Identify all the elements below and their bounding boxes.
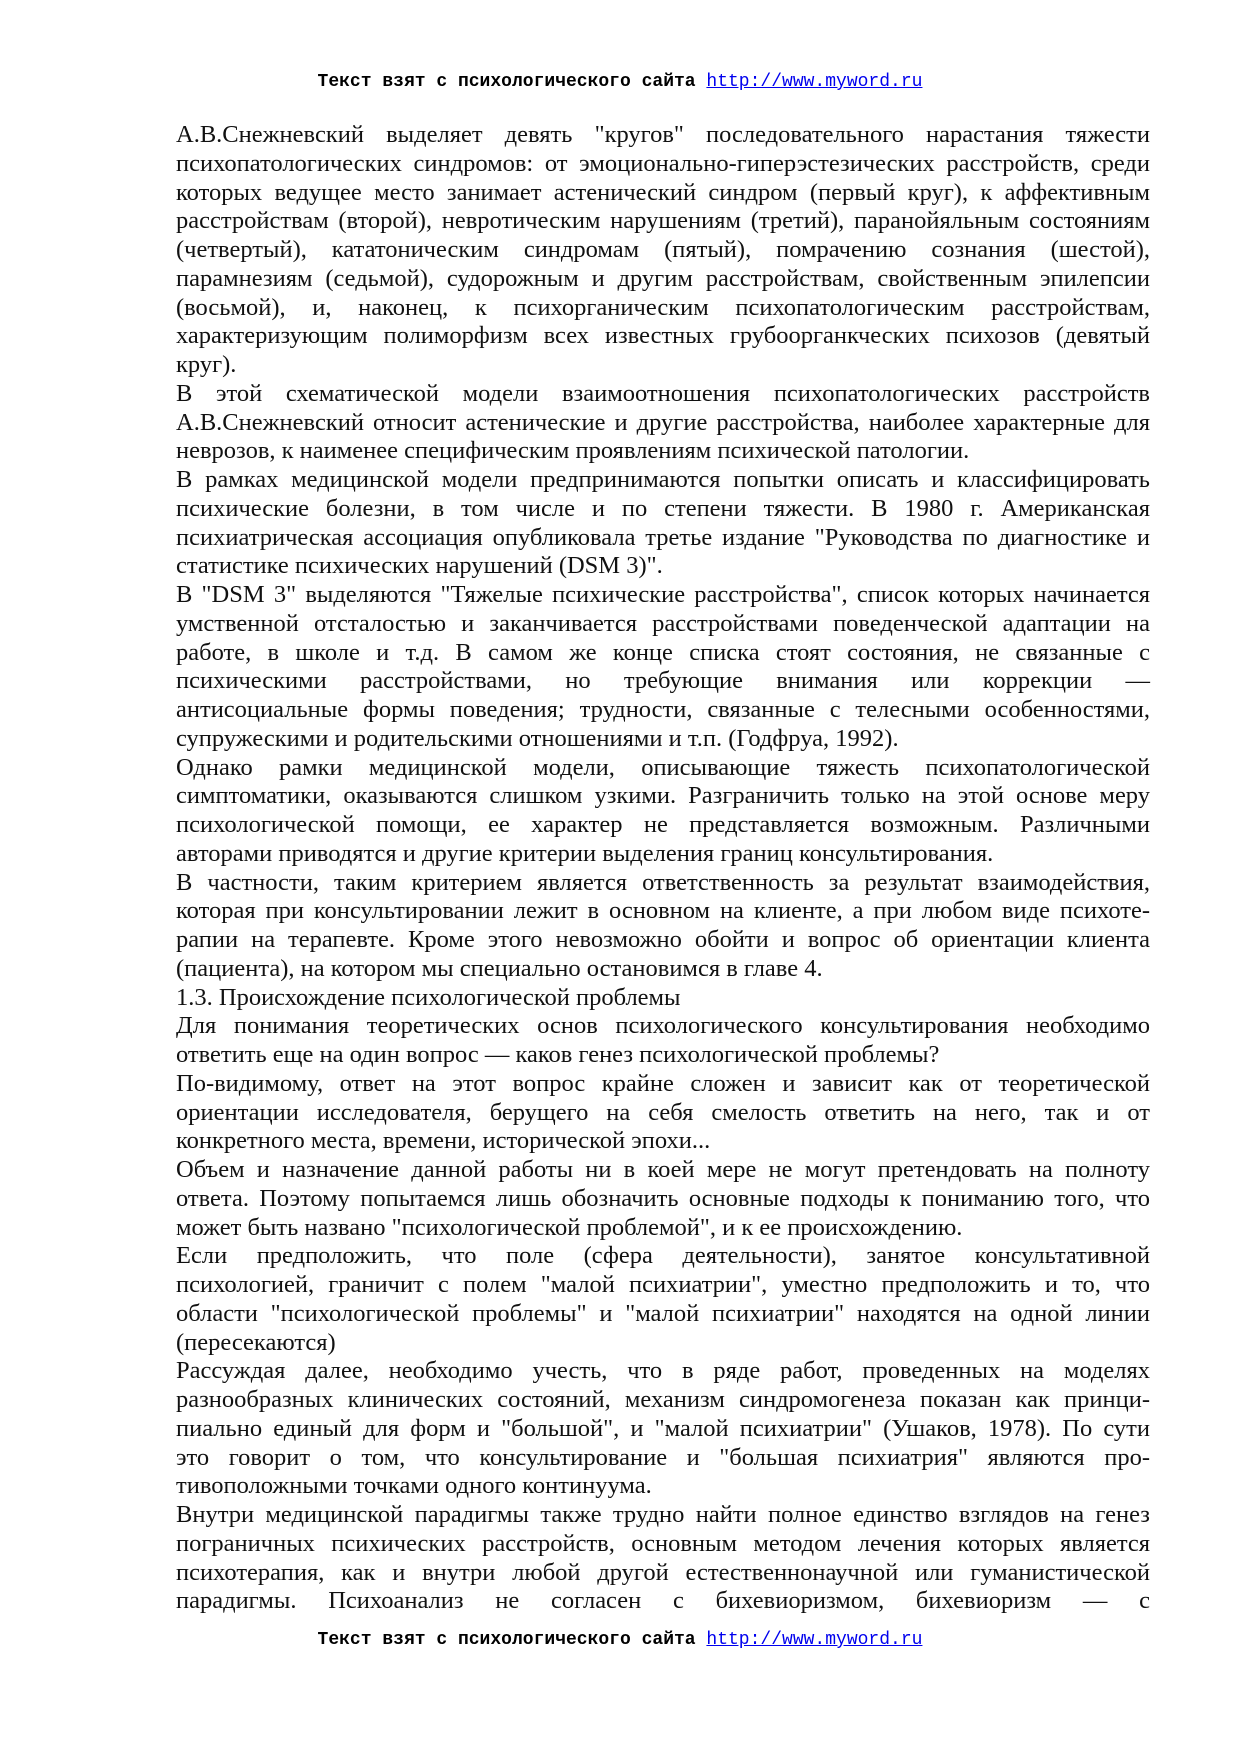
text-line: которых ведущее место занимает астенический синдром (первый круг), к аффективным xyxy=(176,178,1150,206)
text-line: может быть названо "психологической проблемой", и к ее происхождению. xyxy=(176,1213,963,1241)
paragraph xyxy=(176,1012,1150,1070)
text-line: психотерапия, как и внутри любой другой естественнонаучной или гуманистической xyxy=(176,1558,1150,1586)
text-line: пиально единый для форм и "большой", и "малой психиатрии" (Ушаков, 1978). По сути xyxy=(176,1414,1150,1442)
paragraph xyxy=(176,1242,1150,1357)
text-line: психологической помощи, ее характер не представляется возможным. Различными xyxy=(176,811,1150,838)
text-line: симптоматики, оказываются слишком узкими. Разграничить только на этой основе меру xyxy=(176,782,1150,810)
paragraph xyxy=(176,1357,1150,1501)
paragraph xyxy=(176,466,1150,581)
text-line: характеризующим полиморфизм всех известных грубоорганкческих психозов (девятый xyxy=(176,322,1150,350)
text-line: статистике психических нарушений (DSM 3)". xyxy=(176,552,663,580)
text-line: парамнезиям (седьмой), судорожным и другим расстройствам, свойственным эпилепсии xyxy=(176,264,1150,292)
text-line: В частности, таким критерием является ответственность за результат взаимодействия, xyxy=(176,868,1150,896)
header-text: Текст взят с психологического сайта xyxy=(317,72,696,92)
text-line: круг). xyxy=(176,351,237,378)
text-line: супружескими и родительскими отношениями и т.п. (Годфруа, 1992). xyxy=(176,724,899,752)
text-line: парадигмы. Психоанализ не согласен с бихевиоризмом, бихевиоризм — с xyxy=(176,1587,1150,1615)
paragraph xyxy=(176,869,1150,984)
text-line: психиатрическая ассоциация опубликовала третье издание "Руководства по диагностике и xyxy=(176,523,1150,551)
text-line: психопатологических синдромов: от эмоционально-гиперэстезических расстройств, среди xyxy=(176,149,1150,177)
paragraph xyxy=(176,1070,1150,1156)
text-line: В "DSM 3" выделяются "Тяжелые психические расстройства", список которых начинается xyxy=(176,581,1150,608)
section-heading xyxy=(176,984,1150,1013)
text-line: неврозов, к наименее специфическим проявлениям психической патологии. xyxy=(176,437,970,465)
text-line: (восьмой), и, наконец, к психорганическим психопатологическим расстройствам, xyxy=(176,293,1150,321)
text-line: Однако рамки медицинской модели, описывающие тяжесть психопатологической xyxy=(176,753,1150,781)
text-line: Внутри медицинской парадигмы также трудно найти полное единство взглядов на генез xyxy=(176,1501,1150,1528)
text-line: В этой схематической модели взаимоотношения психопатологических расстройств xyxy=(176,379,1150,407)
text-line: разнообразных клинических состояний, механизм синдромогенеза показан как принци- xyxy=(176,1386,1150,1413)
paragraph xyxy=(176,754,1150,869)
text-line: По-видимому, ответ на этот вопрос крайне сложен и зависит как от теоретической xyxy=(176,1069,1150,1097)
text-line: ответа. Поэтому попытаемся лишь обозначить основные подходы к пониманию того, что xyxy=(176,1184,1150,1212)
text-line: области "психологической проблемы" и "малой психиатрии" находятся на одной линии xyxy=(176,1299,1150,1327)
text-line: 1.3. Происхождение психологической проблемы xyxy=(176,983,681,1011)
header-link[interactable]: http://www.myword.ru xyxy=(706,72,923,92)
text-line: умственной отсталостью и заканчивается расстройствами поведенческой адаптации на xyxy=(176,609,1150,637)
text-line: психические болезни, в том числе и по степени тяжести. В 1980 г. Американская xyxy=(176,494,1150,522)
text-line: А.В.Снежневский относит астенические и другие расстройства, наиболее характерные для xyxy=(176,408,1150,436)
page-footer xyxy=(0,1630,1240,1650)
paragraph xyxy=(176,1501,1150,1616)
paragraph xyxy=(176,1156,1150,1242)
text-line: авторами приводятся и другие критерии выделения границ консультирования. xyxy=(176,839,994,867)
text-line: ответить еще на один вопрос — каков генез психологической проблемы? xyxy=(176,1041,940,1068)
text-line: психическими расстройствами, но требующие внимания или коррекции — xyxy=(176,667,1150,695)
footer-link[interactable]: http://www.myword.ru xyxy=(706,1630,923,1650)
document-body xyxy=(176,121,1150,1616)
text-line: антисоциальные формы поведения; трудности, связанные с телесными особенностями, xyxy=(176,696,1150,723)
text-line: рапии на терапевте. Кроме этого невозможно обойти и вопрос об ориентации клиента xyxy=(176,926,1150,953)
text-line: тивоположными точками одного континуума. xyxy=(176,1472,652,1500)
text-line: (пациента), на котором мы специально остановимся в главе 4. xyxy=(176,954,823,982)
page-header xyxy=(0,72,1240,92)
text-line: Для понимания теоретических основ психологического консультирования необходимо xyxy=(176,1012,1150,1040)
text-line: которая при консультировании лежит в основном на клиенте, а при любом виде психоте- xyxy=(176,897,1150,925)
text-line: психологией, граничит с полем "малой психиатрии", уместно предположить и то, что xyxy=(176,1271,1150,1298)
text-line: (пересекаются) xyxy=(176,1328,336,1356)
paragraph xyxy=(176,121,1150,380)
text-line: работе, в школе и т.д. В самом же конце списка стоят состояния, не связанные с xyxy=(176,638,1150,666)
text-line: (четвертый), кататоническим синдромам (пятый), помрачению сознания (шестой), xyxy=(176,236,1150,263)
paragraph xyxy=(176,380,1150,466)
text-line: В рамках медицинской модели предпринимаются попытки описать и классифицировать xyxy=(176,466,1150,493)
text-line: ориентации исследователя, берущего на себя смелость ответить на него, так и от xyxy=(176,1098,1150,1126)
text-line: пограничных психических расстройств, основным методом лечения которых является xyxy=(176,1529,1150,1557)
text-line: расстройствам (второй), невротическим нарушениям (третий), паранойяльным состояниям xyxy=(176,207,1150,235)
footer-text: Текст взят с психологического сайта xyxy=(317,1630,696,1650)
text-line: Рассуждая далее, необходимо учесть, что в ряде работ, проведенных на моделях xyxy=(176,1357,1150,1385)
text-line: А.В.Снежневский выделяет девять "кругов" последовательного нарастания тяжести xyxy=(176,121,1150,148)
text-line: Если предположить, что поле (сфера деятельности), занятое консультативной xyxy=(176,1242,1150,1270)
paragraph xyxy=(176,581,1150,754)
text-line: Объем и назначение данной работы ни в коей мере не могут претендовать на полноту xyxy=(176,1156,1150,1183)
text-line: конкретного места, времени, исторической эпохи... xyxy=(176,1127,711,1155)
text-line: это говорит о том, что консультирование и "большая психиатрия" являются про- xyxy=(176,1443,1150,1471)
